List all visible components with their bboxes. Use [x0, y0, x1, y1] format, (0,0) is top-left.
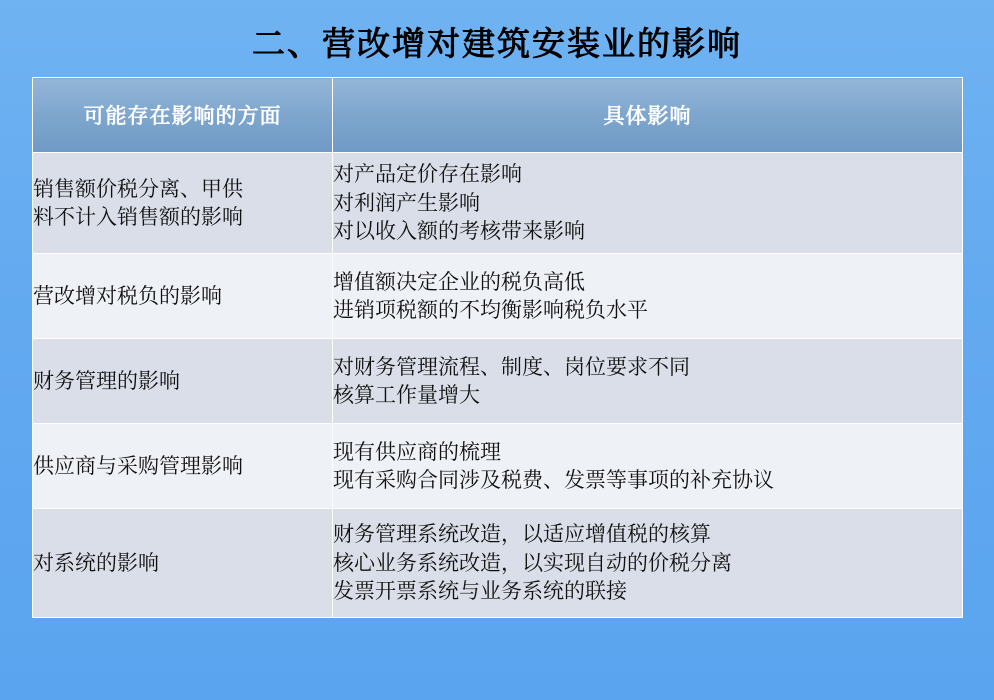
cell-aspect — [33, 509, 333, 618]
cell-impact — [333, 509, 963, 618]
aspect-line: 对系统的影响 — [33, 550, 159, 575]
impact-table — [32, 77, 963, 618]
table-body — [33, 153, 963, 618]
column-header-aspect: 可能存在影响的方面 — [33, 78, 333, 153]
cell-aspect — [33, 339, 333, 424]
table-header — [33, 78, 963, 153]
aspect-line: 料不计入销售额的影响 — [33, 205, 243, 229]
impact-line: 对产品定价存在影响 — [333, 162, 522, 187]
column-header-impact: 具体影响 — [333, 78, 963, 153]
aspect-line: 供应商与采购管理影响 — [33, 453, 243, 478]
impact-line: 进销项税额的不均衡影响税负水平 — [333, 298, 648, 322]
cell-impact — [333, 254, 963, 339]
impact-line: 财务管理系统改造，以适应增值税的核算 — [333, 522, 711, 547]
cell-impact — [333, 153, 963, 254]
table-row — [33, 153, 963, 254]
cell-impact — [333, 424, 963, 509]
cell-aspect — [33, 254, 333, 339]
impact-line: 现有采购合同涉及税费、发票等事项的补充协议 — [333, 468, 774, 492]
table-header-row — [33, 78, 963, 153]
table-row — [33, 254, 963, 339]
cell-aspect — [33, 424, 333, 509]
impact-line: 核算工作量增大 — [333, 383, 480, 407]
table-row — [33, 424, 963, 509]
aspect-line: 营改增对税负的影响 — [33, 283, 222, 308]
impact-line: 对利润产生影响 — [333, 190, 480, 215]
aspect-line: 财务管理的影响 — [33, 368, 180, 393]
table-row — [33, 339, 963, 424]
table-container — [32, 77, 962, 618]
impact-line: 现有供应商的梳理 — [333, 439, 501, 464]
impact-line: 发票开票系统与业务系统的联接 — [333, 579, 627, 604]
impact-line: 核心业务系统改造，以实现自动的价税分离 — [333, 550, 732, 575]
cell-aspect — [33, 153, 333, 254]
impact-line: 对以收入额的考核带来影响 — [333, 219, 585, 244]
aspect-line: 销售额价税分离、甲供 — [33, 176, 243, 201]
impact-line: 增值额决定企业的税负高低 — [333, 269, 585, 294]
impact-line: 对财务管理流程、制度、岗位要求不同 — [333, 354, 690, 379]
cell-impact — [333, 339, 963, 424]
page-title: 二、营改增对建筑安装业的影响 — [252, 27, 742, 63]
table-row — [33, 509, 963, 618]
